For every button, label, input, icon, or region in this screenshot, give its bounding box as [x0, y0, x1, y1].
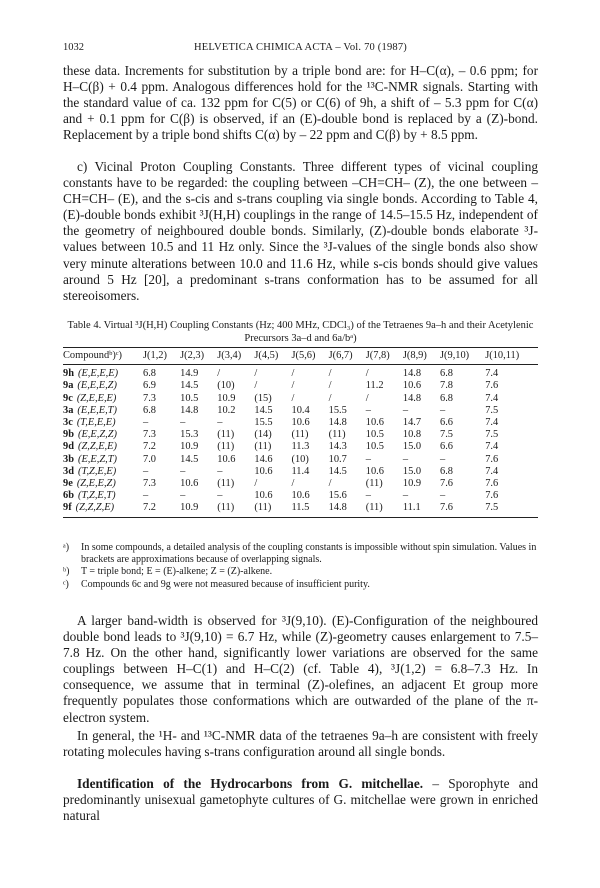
- coupling-value-cell: 7.2: [143, 502, 180, 517]
- coupling-value-cell: 7.3: [143, 478, 156, 490]
- coupling-value-cell: –: [440, 490, 446, 502]
- coupling-value-cell: 7.6: [485, 380, 499, 392]
- compound-id: 9b: [63, 429, 74, 441]
- coupling-value-cell: 10.9: [180, 502, 217, 517]
- compound-id: 9f: [63, 502, 72, 514]
- coupling-constants-table: [63, 347, 538, 518]
- footnote-c-mark: ᶜ): [63, 578, 69, 590]
- coupling-value-cell: /: [328, 368, 332, 380]
- compound-cell: [63, 441, 143, 453]
- compound-cell: [63, 429, 143, 441]
- compound-cell: [63, 466, 143, 478]
- compound-cell: [63, 380, 143, 392]
- coupling-value-cell: (11): [328, 429, 346, 441]
- coupling-value-cell: 7.6: [485, 490, 499, 502]
- coupling-value-cell: 10.5: [365, 429, 384, 441]
- body-paragraph-3: A larger band-width is observed for ³J(9,10). (E)-Configuration of the neighboured double bond leads to ³J(9,10) = 6.7 Hz, while (Z)-geometry causes enlargement to 7.5–7.8 Hz. On the other hand, significantly lower variations are observed for the same couplings between H–C(1) and H–C(2) (cf. Table 4), ³J(1,2) = 6.8–7.3 Hz. In consequence, we assume that in terminal (Z)-olefines, an adjacent Et group more frequently populates those conformations which are outwarded of the plane of the π-electron system.: [63, 613, 538, 725]
- coupling-value-cell: 11.1: [403, 502, 440, 517]
- coupling-value-cell: 7.5: [485, 404, 499, 416]
- coupling-value-cell: 11.5: [292, 502, 329, 517]
- compound-id: 9e: [63, 478, 73, 490]
- coupling-value-cell: 7.3: [143, 429, 156, 441]
- coupling-value-cell: –: [143, 490, 149, 502]
- table-row: [63, 466, 538, 478]
- coupling-value-cell: (11): [254, 441, 272, 453]
- compound-config: (E,E,Z,Z): [77, 429, 117, 441]
- coupling-value-cell: 10.6: [402, 380, 422, 392]
- coupling-value-cell: 14.8: [402, 368, 422, 380]
- table-caption-line-2: Precursors 3a–d and 6a/bᵃ): [244, 333, 357, 344]
- coupling-value-cell: 10.5: [180, 392, 199, 404]
- table-row: [63, 490, 538, 502]
- coupling-value-cell: (11): [217, 478, 235, 490]
- coupling-value-cell: /: [291, 368, 295, 380]
- footnote-b-mark: ᵇ): [63, 566, 70, 578]
- coupling-value-cell: –: [217, 417, 223, 429]
- coupling-value-cell: 6.8: [440, 368, 453, 380]
- coupling-value-cell: 10.6: [291, 490, 310, 502]
- coupling-value-cell: –: [402, 404, 409, 416]
- footnote-b: [63, 566, 538, 578]
- coupling-value-cell: 7.3: [143, 392, 156, 404]
- coupling-value-cell: 7.6: [485, 453, 499, 465]
- table-row: [63, 380, 538, 392]
- coupling-value-cell: /: [328, 392, 332, 404]
- table-row: [63, 393, 538, 405]
- coupling-value-cell: 7.4: [485, 368, 499, 380]
- coupling-value-cell: 14.5: [328, 465, 347, 477]
- table-header-row: [63, 348, 538, 365]
- table-row: [63, 441, 538, 453]
- coupling-value-cell: 6.8: [440, 465, 453, 477]
- coupling-value-cell: /: [254, 380, 258, 392]
- coupling-value-cell: (11): [254, 502, 291, 517]
- compound-cell: [63, 490, 143, 502]
- coupling-value-cell: 10.4: [291, 404, 310, 416]
- coupling-value-cell: 14.8: [329, 502, 366, 517]
- compound-config: (T,Z,E,E): [77, 465, 117, 477]
- table-row: [63, 405, 538, 417]
- compound-config: (E,E,Z,T): [77, 453, 117, 465]
- coupling-value-cell: 7.4: [485, 417, 499, 429]
- coupling-value-cell: (11): [291, 429, 309, 441]
- compound-id: 3c: [63, 417, 73, 429]
- coupling-value-cell: 6.6: [440, 417, 453, 429]
- coupling-value-cell: –: [365, 453, 371, 465]
- table-caption: [63, 319, 538, 345]
- coupling-value-cell: –: [402, 490, 409, 502]
- coupling-value-cell: 6.8: [440, 392, 453, 404]
- compound-id: 9d: [63, 441, 74, 453]
- coupling-value-cell: 7.5: [485, 429, 499, 441]
- footnote-c-text: Compounds 6c and 9g were not measured because of insufficient purity.: [81, 578, 370, 590]
- coupling-value-cell: 7.6: [440, 502, 485, 517]
- compound-config: (Z,Z,Z,E): [75, 502, 115, 514]
- coupling-value-cell: 10.7: [328, 453, 347, 465]
- coupling-value-cell: /: [254, 478, 258, 490]
- coupling-value-cell: 10.8: [402, 429, 422, 441]
- coupling-value-cell: 10.9: [402, 478, 422, 490]
- coupling-value-cell: /: [365, 368, 369, 380]
- coupling-value-cell: 7.4: [485, 392, 499, 404]
- coupling-value-cell: 7.5: [485, 502, 538, 517]
- table-row: [63, 478, 538, 490]
- footnote-a-text: In some compounds, a detailed analysis of the coupling constants is impossible without spin simulation. Values in brackets are approximations because of overlapping signals.: [81, 542, 537, 566]
- compound-id: 3d: [63, 465, 74, 477]
- compound-cell: [63, 405, 143, 417]
- coupling-value-cell: 6.8: [143, 404, 156, 416]
- body-paragraph-1: these data. Increments for substitution by a triple bond are: for H–C(α), – 0.6 ppm; for H–C(β) + 0.4 ppm. Analogous differences hold for the ¹³C-NMR signals. Starting with the standard value of ca. 132 ppm for C(5) or C(6) of 9h, a shift of – 5.3 ppm for C(α) and + 0.1 ppm for C(β) is observed, if an (E)-double bond is replaced by a (Z)-bond. Replacement by a triple bond shifts C(α) by – 22 ppm and C(β) by + 8.5 ppm.: [63, 63, 538, 143]
- coupling-value-cell: –: [143, 417, 149, 429]
- coupling-value-cell: (11): [217, 502, 254, 517]
- coupling-value-cell: 7.8: [440, 380, 453, 392]
- coupling-value-cell: –: [365, 490, 371, 502]
- coupling-value-cell: 15.3: [180, 429, 199, 441]
- compound-config: (T,E,E,E): [76, 417, 116, 429]
- coupling-value-cell: (15): [254, 392, 272, 404]
- coupling-value-cell: 10.6: [254, 465, 273, 477]
- coupling-value-cell: 10.2: [217, 404, 236, 416]
- coupling-value-cell: 14.8: [402, 392, 422, 404]
- coupling-value-cell: 14.9: [180, 368, 199, 380]
- section-heading: Identification of the Hydrocarbons from G. mitchellae.: [77, 776, 424, 791]
- coupling-value-cell: –: [217, 465, 223, 477]
- coupling-value-cell: 14.5: [180, 380, 199, 392]
- coupling-value-cell: /: [291, 392, 295, 404]
- coupling-value-cell: 14.5: [180, 453, 199, 465]
- coupling-value-cell: 15.6: [328, 490, 347, 502]
- header-j34: J(3,4): [217, 348, 254, 365]
- coupling-value-cell: 11.2: [365, 380, 384, 392]
- coupling-value-cell: 6.8: [143, 368, 156, 380]
- coupling-value-cell: 14.3: [328, 441, 347, 453]
- header-j56: J(5,6): [292, 348, 329, 365]
- compound-config: (Z,E,E,E): [76, 392, 117, 404]
- compound-config: (E,E,E,Z): [77, 380, 117, 392]
- compound-config: (Z,Z,E,E): [77, 441, 117, 453]
- coupling-value-cell: –: [440, 453, 446, 465]
- coupling-value-cell: –: [402, 453, 409, 465]
- section-text: – Sporophyte and predominantly unisexual gametophyte cultures of G. mitchellae were grown in enriched natural: [63, 776, 538, 824]
- coupling-value-cell: 11.4: [291, 465, 310, 477]
- compound-cell: [63, 454, 143, 466]
- coupling-value-cell: (10): [217, 380, 235, 392]
- running-title: HELVETICA CHIMICA ACTA – Vol. 70 (1987): [194, 42, 407, 53]
- compound-id: 9h: [63, 368, 74, 380]
- coupling-value-cell: /: [328, 380, 332, 392]
- compound-cell: [63, 478, 143, 490]
- coupling-value-cell: (11): [217, 441, 235, 453]
- footnote-c: [63, 579, 538, 591]
- coupling-value-cell: /: [291, 380, 295, 392]
- coupling-value-cell: 15.5: [328, 404, 347, 416]
- coupling-value-cell: 7.6: [440, 478, 453, 490]
- coupling-value-cell: –: [180, 490, 186, 502]
- coupling-value-cell: (11): [366, 502, 403, 517]
- coupling-value-cell: 10.6: [217, 453, 236, 465]
- coupling-value-cell: –: [217, 490, 223, 502]
- table-caption-line-1: Table 4. Virtual ³J(H,H) Coupling Constants (Hz; 400 MHz, CDCl₃) of the Tetraenes 9a–h and their Acetylenic: [67, 320, 534, 331]
- body-paragraph-5: [63, 776, 538, 824]
- footnote-b-text: T = triple bond; E = (E)-alkene; Z = (Z)-alkene.: [81, 566, 273, 578]
- coupling-value-cell: 10.6: [291, 417, 310, 429]
- coupling-value-cell: 15.5: [254, 417, 273, 429]
- coupling-value-cell: 6.9: [143, 380, 156, 392]
- coupling-value-cell: /: [291, 478, 295, 490]
- coupling-value-cell: (10): [291, 453, 309, 465]
- coupling-value-cell: 14.5: [254, 404, 273, 416]
- coupling-value-cell: –: [365, 404, 371, 416]
- table-row: [63, 365, 538, 381]
- compound-id: 3b: [63, 453, 74, 465]
- footnote-a-mark: ᵃ): [63, 542, 70, 553]
- header-j67: J(6,7): [329, 348, 366, 365]
- coupling-value-cell: 14.7: [402, 417, 422, 429]
- header-j910: J(9,10): [440, 348, 485, 365]
- coupling-value-cell: (11): [365, 478, 383, 490]
- table-row: [63, 429, 538, 441]
- table-row: [63, 502, 538, 517]
- coupling-value-cell: 14.6: [254, 453, 273, 465]
- coupling-value-cell: 14.8: [328, 417, 347, 429]
- coupling-value-cell: 10.6: [254, 490, 273, 502]
- header-j12: J(1,2): [143, 348, 180, 365]
- compound-id: 6b: [63, 490, 74, 502]
- coupling-value-cell: /: [328, 478, 332, 490]
- header-j78: J(7,8): [366, 348, 403, 365]
- coupling-value-cell: 15.0: [402, 441, 422, 453]
- compound-id: 9a: [63, 380, 74, 392]
- compound-cell: [63, 417, 143, 429]
- coupling-value-cell: 6.6: [440, 441, 453, 453]
- coupling-value-cell: 10.9: [180, 441, 199, 453]
- coupling-value-cell: –: [440, 404, 446, 416]
- coupling-value-cell: 10.5: [365, 441, 384, 453]
- coupling-value-cell: 15.0: [402, 465, 422, 477]
- coupling-value-cell: 7.6: [485, 478, 499, 490]
- page-header: [63, 42, 538, 56]
- coupling-value-cell: 10.9: [217, 392, 236, 404]
- header-j89: J(8,9): [403, 348, 440, 365]
- table-footnotes: [63, 542, 538, 591]
- coupling-value-cell: –: [143, 465, 149, 477]
- compound-config: (E,E,E,T): [77, 404, 117, 416]
- coupling-value-cell: –: [180, 417, 186, 429]
- coupling-value-cell: –: [180, 465, 186, 477]
- coupling-value-cell: 10.6: [365, 417, 384, 429]
- coupling-value-cell: /: [365, 392, 369, 404]
- compound-id: 3a: [63, 404, 74, 416]
- compound-config: (E,E,E,E): [77, 368, 119, 380]
- coupling-value-cell: 7.4: [485, 465, 499, 477]
- compound-config: (Z,E,E,Z): [76, 478, 116, 490]
- coupling-value-cell: 14.8: [180, 404, 199, 416]
- compound-cell: [63, 502, 143, 517]
- coupling-value-cell: 7.2: [143, 441, 156, 453]
- header-j45: J(4,5): [254, 348, 291, 365]
- body-paragraph-2: c) Vicinal Proton Coupling Constants. Three different types of vicinal coupling constants have to be regarded: the coupling between –CH=CH– (Z), the one between –CH=CH– (E), and the s-cis and s-trans coupling via single bonds. According to Table 4, (E)-double bonds exhibit ³J(H,H) couplings in the range of 14.5–15.5 Hz, independent of the geometry of neighboured double bonds. Similarly, (Z)-double bonds elaborate ³J-values between 10.5 and 11 Hz only. Since the ³J-values of the single bonds also show very minute alterations between 10.0 and 11.6 Hz, while s-cis bonds should give values around 5 Hz [20], a predominant s-trans conformation has to be assumed for all stereoisomers.: [63, 159, 538, 303]
- coupling-value-cell: 7.0: [143, 453, 156, 465]
- compound-id: 9c: [63, 392, 73, 404]
- page-number: 1032: [63, 42, 84, 53]
- header-compound: Compoundᵇ)ᶜ): [63, 348, 143, 365]
- compound-config: (T,Z,E,T): [77, 490, 116, 502]
- coupling-value-cell: (11): [217, 429, 235, 441]
- coupling-value-cell: 10.6: [365, 465, 384, 477]
- coupling-value-cell: 10.6: [180, 478, 199, 490]
- coupling-value-cell: (14): [254, 429, 272, 441]
- header-j1011: J(10,11): [485, 348, 538, 365]
- coupling-value-cell: 7.5: [440, 429, 453, 441]
- coupling-value-cell: 7.4: [485, 441, 499, 453]
- table-row: [63, 417, 538, 429]
- coupling-value-cell: /: [217, 368, 221, 380]
- table-row: [63, 454, 538, 466]
- coupling-value-cell: /: [254, 368, 258, 380]
- footnote-a: [63, 542, 538, 566]
- body-paragraph-4: In general, the ¹H- and ¹³C-NMR data of the tetraenes 9a–h are consistent with freely rotating molecules having s-trans configuration around all single bonds.: [63, 728, 538, 760]
- coupling-value-cell: 11.3: [291, 441, 310, 453]
- header-j23: J(2,3): [180, 348, 217, 365]
- compound-cell: [63, 365, 143, 381]
- compound-cell: [63, 393, 143, 405]
